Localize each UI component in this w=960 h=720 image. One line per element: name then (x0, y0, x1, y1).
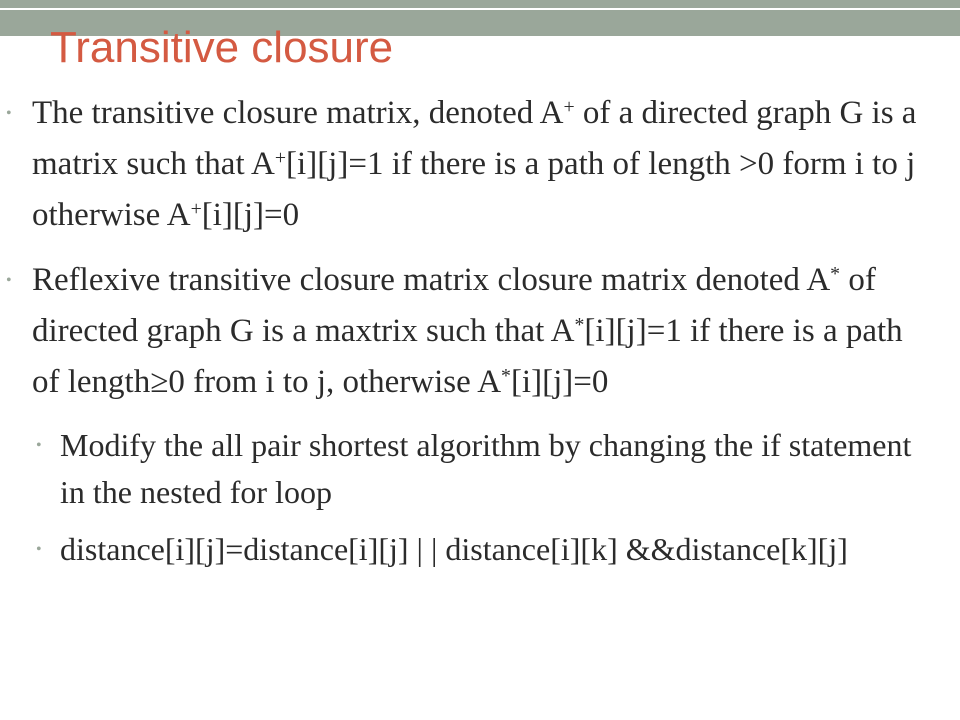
sub-bullet-text: distance[i][j]=distance[i][j] | | distance[i][k] &&distance[k][j] (60, 531, 848, 567)
bullet-text: The transitive closure matrix, denoted A (32, 95, 564, 131)
bullet-text: of directed graph G is a maxtrix such that A (32, 262, 876, 349)
bullet-text: [i][j]=1 if there is a path of length >0 form i to j otherwise A (32, 146, 916, 233)
sub-bullet-distance-formula (36, 526, 940, 573)
bullet-dot-icon: • (6, 105, 12, 122)
slide-body (0, 88, 960, 583)
bullet-reflexive-closure (6, 255, 937, 408)
sub-bullet-text: Modify the all pair shortest algorithm by changing the if statement in the nested for loop (60, 427, 912, 510)
bullet-text: [i][j]=1 if there is a path of length≥0 from i to j, otherwise A (32, 313, 903, 400)
superscript: + (274, 147, 287, 170)
superscript: * (501, 365, 511, 388)
superscript: + (190, 198, 202, 221)
bullet-transitive-closure (6, 88, 937, 241)
sub-bullet-modify-algorithm (36, 422, 940, 516)
bullet-dot-icon: • (36, 541, 42, 558)
bullet-text: of a directed graph G is a matrix such that A (32, 95, 917, 182)
superscript: * (830, 263, 841, 286)
top-accent-divider (0, 8, 960, 10)
bullet-dot-icon: • (36, 437, 42, 454)
superscript: * (574, 314, 585, 337)
bullet-text: Reflexive transitive closure matrix closure matrix denoted A (32, 262, 831, 298)
bullet-text: [i][j]=0 (510, 364, 609, 400)
bullet-dot-icon: • (6, 272, 12, 289)
superscript: + (563, 96, 575, 119)
slide-title: Transitive closure (50, 23, 394, 72)
bullet-text: [i][j]=0 (201, 197, 300, 233)
